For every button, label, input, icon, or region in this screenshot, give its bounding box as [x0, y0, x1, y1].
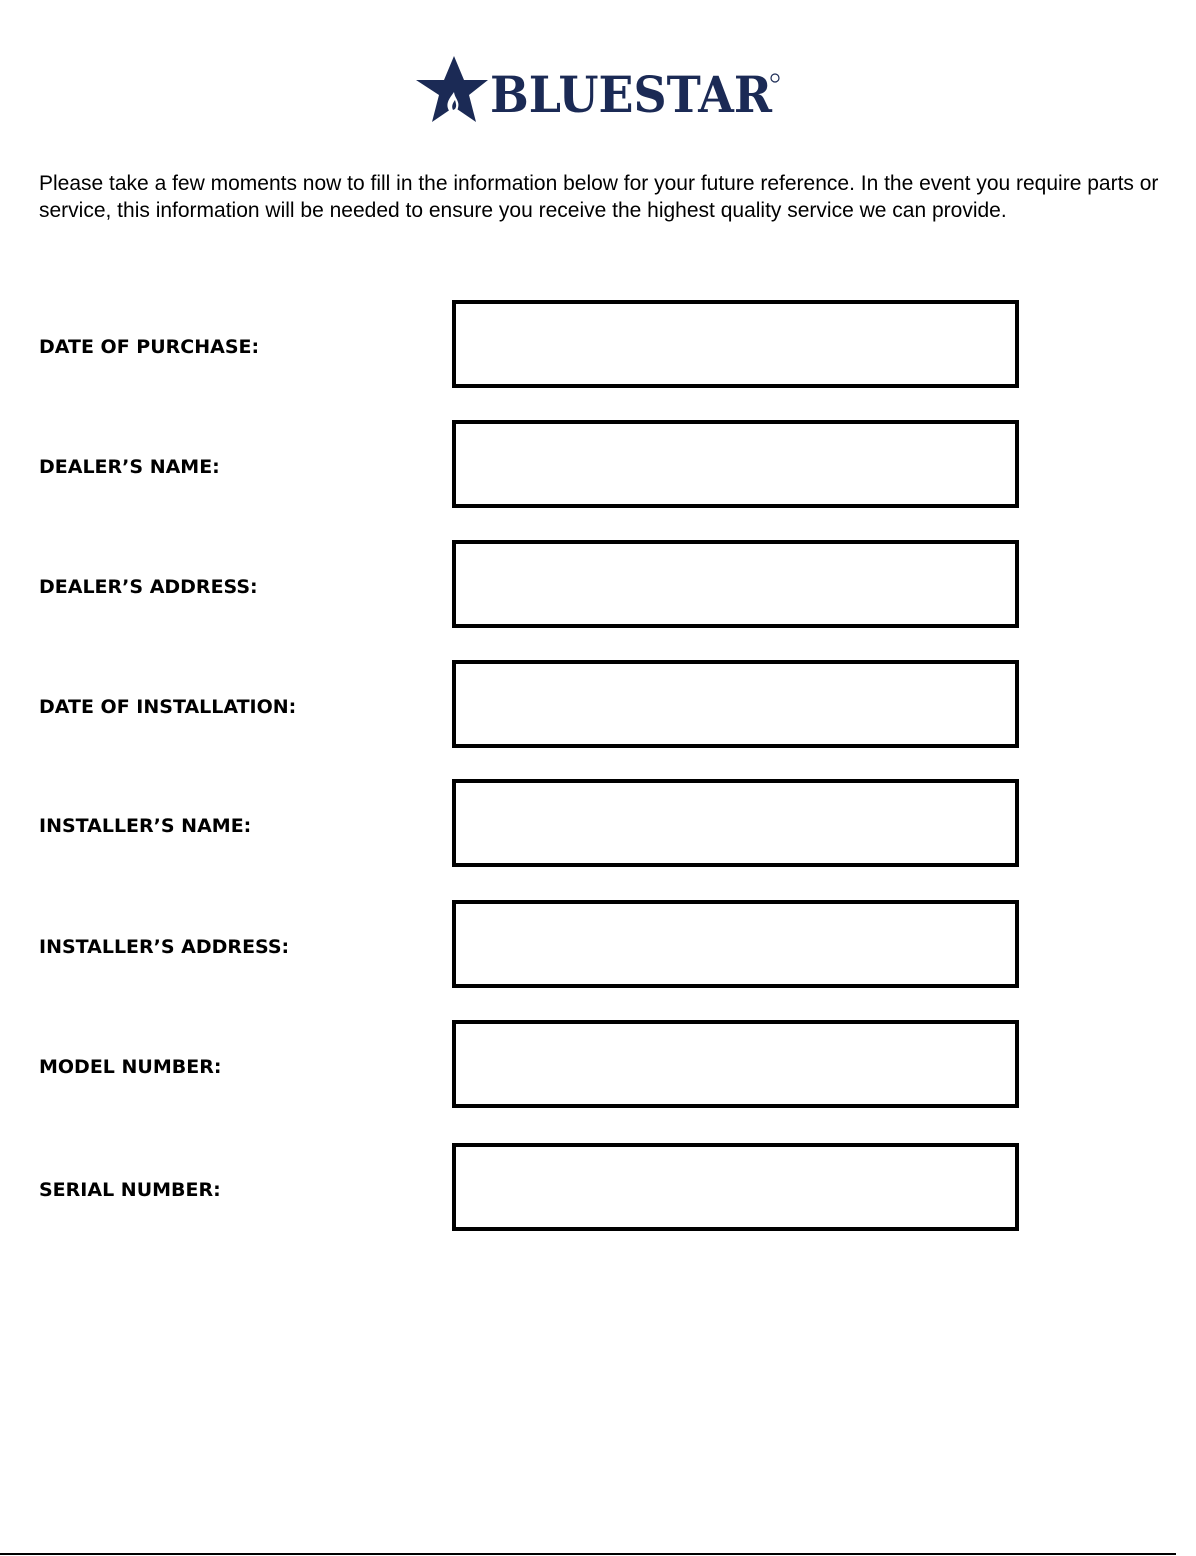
form-row-date-of-installation [0, 670, 1196, 758]
form-row-date-of-purchase [0, 310, 1196, 398]
date-of-installation-label: DATE OF INSTALLATION: [39, 696, 297, 718]
serial-number-field[interactable] [452, 1143, 1019, 1231]
bluestar-logo [414, 54, 782, 128]
date-of-purchase-field[interactable] [452, 300, 1019, 388]
form-row-serial-number [0, 1153, 1196, 1241]
model-number-field[interactable] [452, 1020, 1019, 1108]
form-row-model-number [0, 1030, 1196, 1118]
installer-address-label: INSTALLER’S ADDRESS: [39, 936, 290, 958]
page-bottom-divider [0, 1553, 1176, 1555]
star-logo-icon [414, 54, 782, 128]
installer-name-field[interactable] [452, 779, 1019, 867]
brand-wordmark: BLUESTAR [490, 65, 773, 124]
installer-name-label: INSTALLER’S NAME: [39, 815, 252, 837]
dealer-name-field[interactable] [452, 420, 1019, 508]
form-row-dealer-address [0, 550, 1196, 638]
intro-paragraph: Please take a few moments now to fill in the information below for your future reference. In the event you require parts or service, this information will be needed to ensure you receive the highest quality service we can provide. [39, 172, 1159, 222]
model-number-label: MODEL NUMBER: [39, 1056, 222, 1078]
date-of-purchase-label: DATE OF PURCHASE: [39, 336, 260, 358]
form-row-installer-address [0, 910, 1196, 998]
serial-number-label: SERIAL NUMBER: [39, 1179, 221, 1201]
form-row-installer-name [0, 789, 1196, 877]
dealer-address-field[interactable] [452, 540, 1019, 628]
installer-address-field[interactable] [452, 900, 1019, 988]
form-row-dealer-name [0, 430, 1196, 518]
date-of-installation-field[interactable] [452, 660, 1019, 748]
dealer-name-label: DEALER’S NAME: [39, 456, 220, 478]
dealer-address-label: DEALER’S ADDRESS: [39, 576, 258, 598]
